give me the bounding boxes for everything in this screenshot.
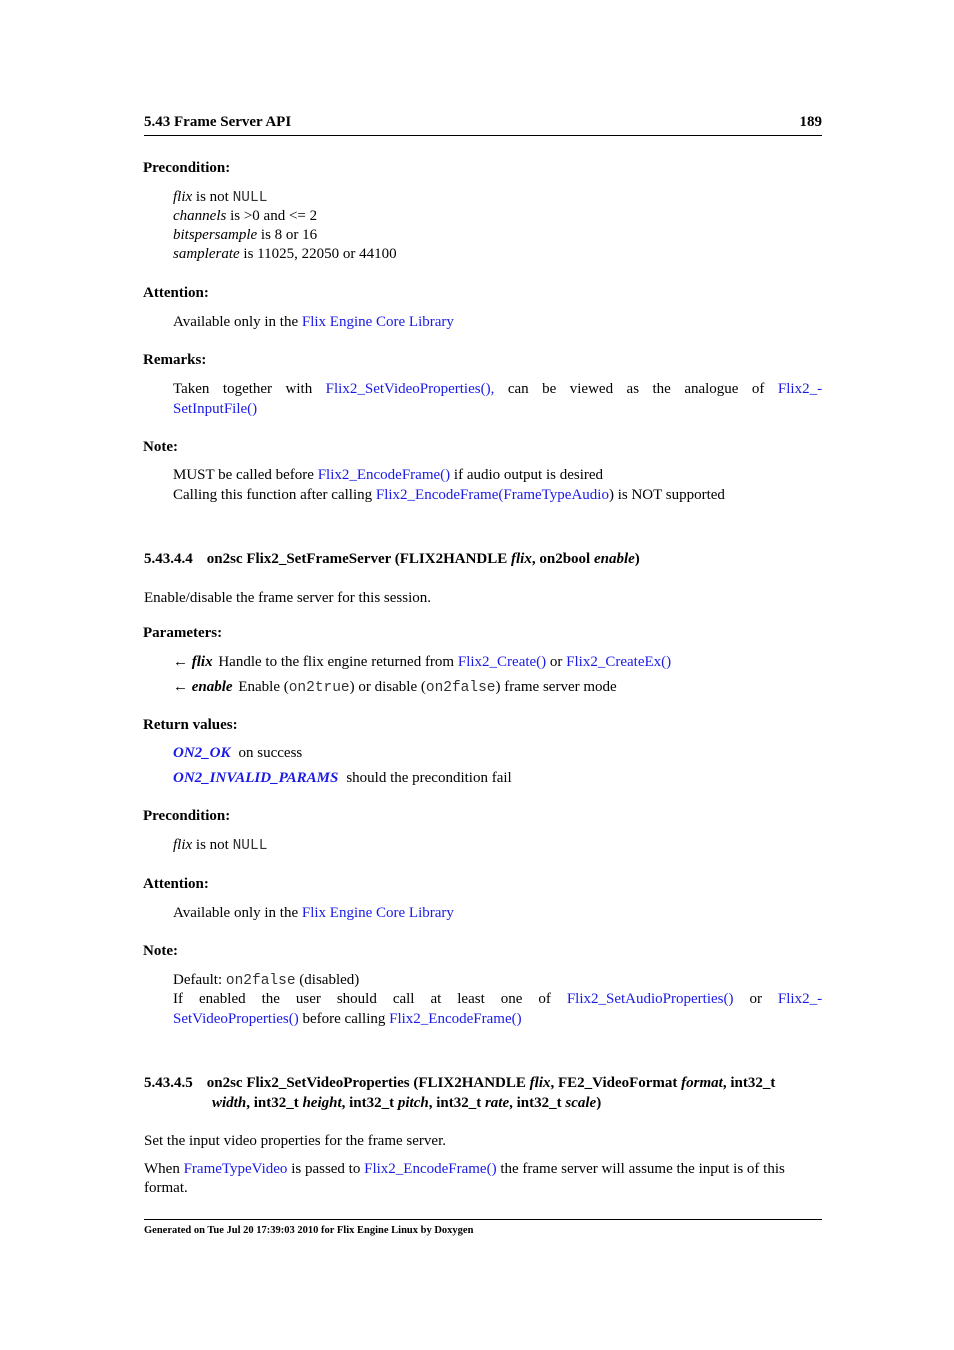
link-on2-ok[interactable]: ON2_OK <box>173 745 231 761</box>
return-values-heading: Return values: <box>143 717 238 733</box>
link-flix2-create[interactable]: Flix2_Create() <box>457 654 547 670</box>
precondition-2-line: flix is not NULL <box>173 837 268 854</box>
note-heading: Note: <box>143 439 178 455</box>
remarks-line-2 <box>173 401 257 418</box>
precondition-heading-2: Precondition: <box>143 808 231 824</box>
link-core-library[interactable]: Flix Engine Core Library <box>301 314 454 330</box>
precondition-line-3: bitspersample is 8 or 16 <box>173 227 318 243</box>
link-set-input-file-part2[interactable]: SetInputFile() <box>173 401 258 417</box>
note-2-line-2: If enabled the user should call at least one of Flix2_SetAudioProperties() or Flix2_- <box>173 991 823 1007</box>
param-flix: ← flix Handle to the flix engine returned from Flix2_Create() or Flix2_CreateEx() <box>173 654 672 670</box>
precondition-line-4: samplerate is 11025, 22050 or 44100 <box>173 246 397 262</box>
return-invalid-params: ON2_INVALID_PARAMS should the precondition fail <box>173 770 512 786</box>
note-line-2: Calling this function after calling Flix2_EncodeFrame(FrameTypeAudio) is NOT supported <box>173 487 725 503</box>
link-set-video-properties-part1[interactable]: Flix2_- <box>777 991 823 1007</box>
footer-rule <box>144 1219 822 1220</box>
param-enable: ← enable Enable (on2true) or disable (on2false) frame server mode <box>173 679 617 696</box>
function-2-when-line-1: When FrameTypeVideo is passed to Flix2_EncodeFrame() the frame server will assume the input is of this <box>144 1161 785 1177</box>
section-heading-set-frame-server: 5.43.4.4 on2sc Flix2_SetFrameServer (FLIX2HANDLE flix, on2bool enable) <box>144 551 640 567</box>
function-description: Enable/disable the frame server for this session. <box>144 590 431 606</box>
section-heading-set-video-properties: 5.43.4.5 on2sc Flix2_SetVideoProperties (FLIX2HANDLE flix, FE2_VideoFormat format, int32_t <box>144 1075 776 1091</box>
parameters-heading: Parameters: <box>143 625 223 641</box>
header-rule <box>144 135 822 136</box>
link-encode-frame-3[interactable]: Flix2_EncodeFrame() <box>389 1011 522 1027</box>
note-heading-2: Note: <box>143 943 178 959</box>
page-number: 189 <box>799 114 822 130</box>
link-set-audio-properties[interactable]: Flix2_SetAudioProperties() <box>566 991 734 1007</box>
function-2-description: Set the input video properties for the frame server. <box>144 1133 446 1149</box>
link-set-video-properties[interactable]: Flix2_SetVideoProperties(), <box>325 381 495 397</box>
link-flix2-create-ex[interactable]: Flix2_CreateEx() <box>566 654 672 670</box>
section-heading-set-video-properties-line2: width, int32_t height, int32_t pitch, int32_t rate, int32_t scale) <box>212 1095 602 1111</box>
note-2-line-1: Default: on2false (disabled) <box>173 972 360 989</box>
link-on2-invalid-params[interactable]: ON2_INVALID_PARAMS <box>173 770 339 786</box>
link-encode-frame-4[interactable]: Flix2_EncodeFrame() <box>364 1161 497 1177</box>
in-arrow-icon: ← <box>173 654 188 670</box>
attention-text: Available only in the Flix Engine Core Library <box>173 314 454 330</box>
link-set-video-properties-part2[interactable]: SetVideoProperties() <box>173 1011 299 1027</box>
precondition-line-2: channels is >0 and <= 2 <box>173 208 318 224</box>
note-2-line-3: SetVideoProperties() before calling Flix2_EncodeFrame() <box>173 1011 522 1027</box>
footer-generated: Generated on Tue Jul 20 17:39:03 2010 for Flix Engine Linux by Doxygen <box>144 1225 474 1236</box>
link-frame-type-audio[interactable]: FrameTypeAudio <box>503 487 609 503</box>
attention-heading: Attention: <box>143 285 209 301</box>
precondition-heading: Precondition: <box>143 160 231 176</box>
attention-heading-2: Attention: <box>143 876 209 892</box>
link-encode-frame-2[interactable]: Flix2_EncodeFrame <box>375 487 499 503</box>
return-ok: ON2_OK on success <box>173 745 303 761</box>
link-core-library-2[interactable]: Flix Engine Core Library <box>301 905 454 921</box>
link-encode-frame[interactable]: Flix2_EncodeFrame() <box>317 467 451 483</box>
remarks-line-1: Taken together with Flix2_SetVideoProperties(), can be viewed as the analogue of Flix2_- <box>173 381 823 397</box>
note-line-1: MUST be called before Flix2_EncodeFrame() if audio output is desired <box>173 467 604 483</box>
attention-text-2: Available only in the Flix Engine Core Library <box>173 905 454 921</box>
precondition-line-1: flix is not NULL <box>173 189 268 206</box>
running-header-section: 5.43 Frame Server API <box>144 114 292 130</box>
remarks-heading: Remarks: <box>143 352 207 368</box>
link-set-input-file-part1[interactable]: Flix2_- <box>777 381 823 397</box>
function-2-when-line-2: format. <box>144 1180 188 1196</box>
in-arrow-icon: ← <box>173 679 188 695</box>
link-frame-type-video[interactable]: FrameTypeVideo <box>183 1161 288 1177</box>
